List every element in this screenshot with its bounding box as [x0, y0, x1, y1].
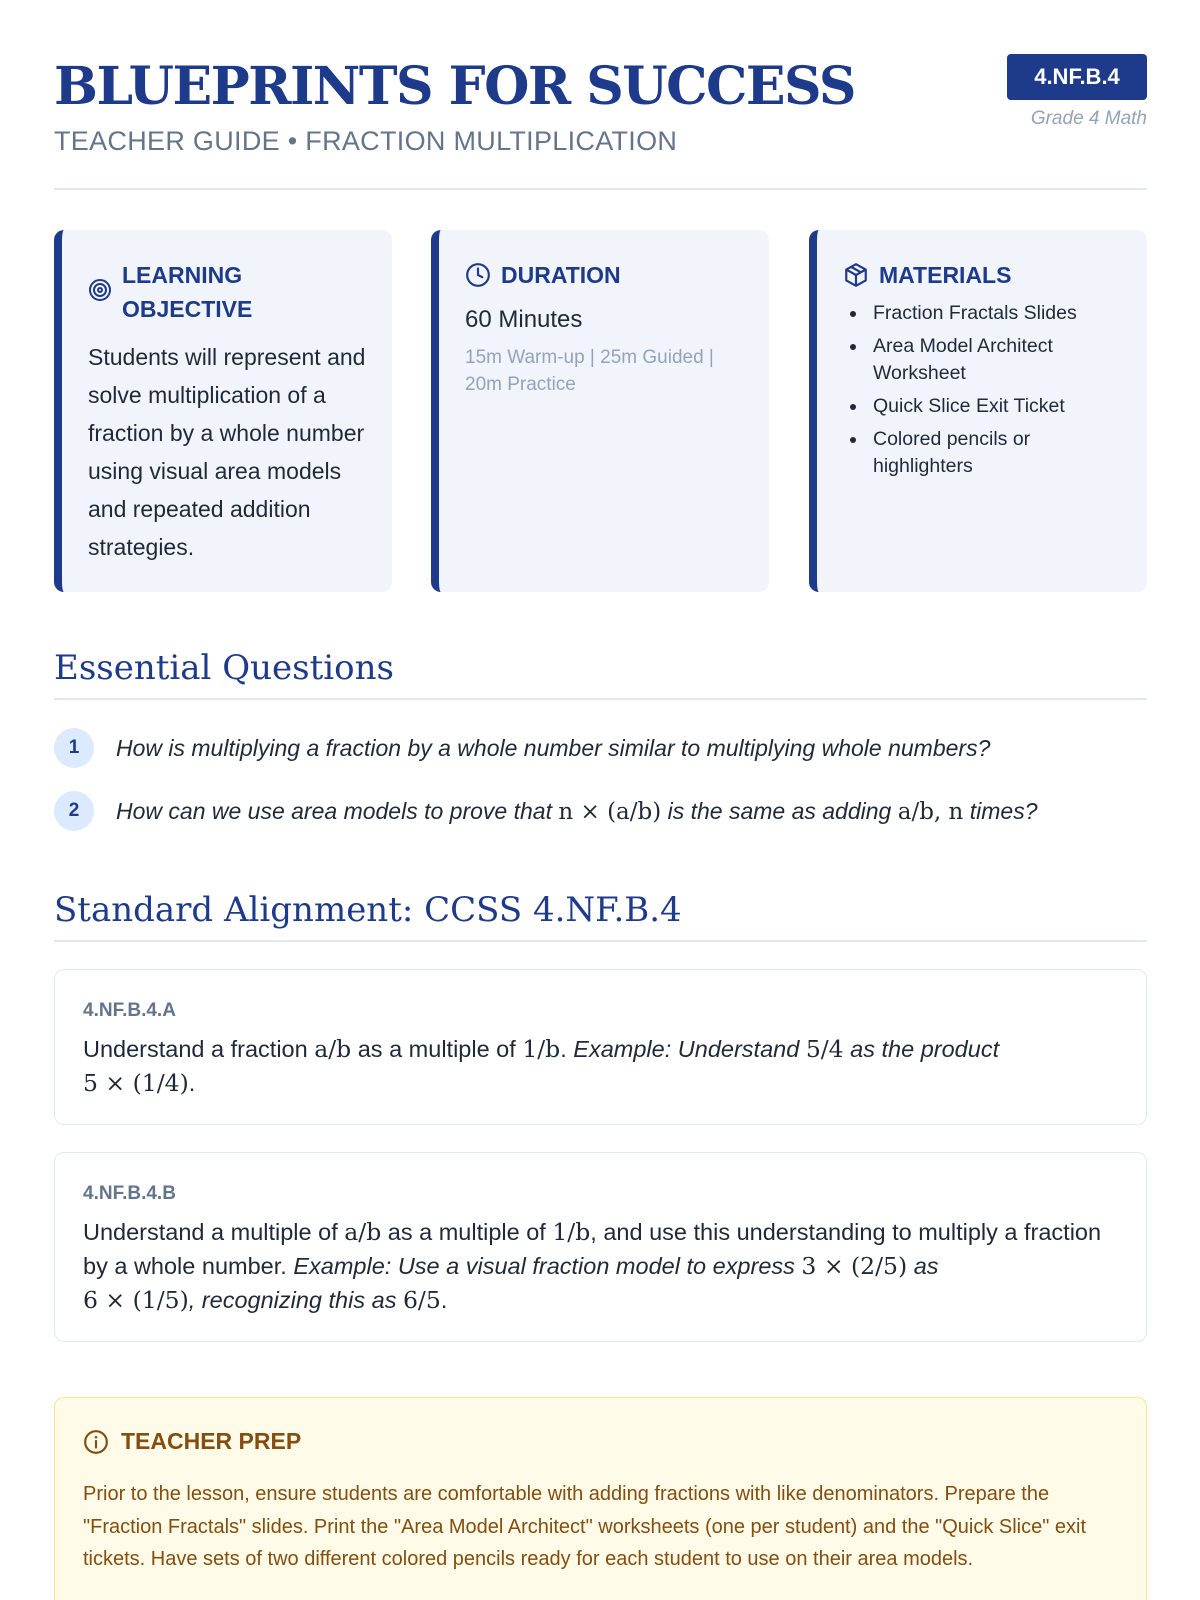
standard-text — [83, 1215, 1103, 1317]
question-text-part: How can we use area models to prove that — [116, 797, 559, 824]
text-part: , and use this understanding to multiply a fraction by a whole number. — [83, 1219, 1102, 1279]
math-expression: 5 × (1/4) — [83, 1069, 189, 1097]
duration-total: 60 Minutes — [465, 306, 583, 333]
math-expression: 5/4 — [805, 1035, 844, 1063]
page-header — [54, 50, 1147, 190]
list-item: Area Model Architect Worksheet — [843, 333, 1133, 387]
math-expression: 1/b — [552, 1218, 591, 1246]
essential-questions-heading: Essential Questions — [54, 648, 1147, 700]
standard-badge: 4.NF.B.4 — [1007, 54, 1147, 100]
standard-alignment-heading: Standard Alignment: CCSS 4.NF.B.4 — [54, 890, 1147, 942]
question-item — [54, 728, 990, 768]
learning-objective-title: LEARNING OBJECTIVE — [122, 262, 253, 322]
box-icon — [843, 262, 869, 288]
materials-header — [843, 258, 1011, 292]
question-number: 1 — [54, 728, 94, 768]
duration-header — [465, 258, 621, 292]
learning-objective-text: Students will represent and solve multiplication of a fraction by a whole number using visual area models and repeated addition strategies. — [88, 344, 366, 560]
duration-breakdown: 15m Warm-up | 25m Guided | 20m Practice — [465, 347, 714, 395]
learning-objective-card — [54, 230, 392, 592]
standard-card — [54, 1152, 1147, 1342]
clock-icon — [465, 262, 491, 288]
text-part: . — [560, 1036, 574, 1062]
target-icon — [88, 278, 112, 302]
page-title: BLUEPRINTS FOR SUCCESS — [54, 56, 855, 117]
list-item: Colored pencils or highlighters — [843, 426, 1133, 480]
materials-list — [843, 300, 1133, 486]
question-text-part: times? — [963, 797, 1038, 824]
text-part: . — [440, 1287, 448, 1313]
example-text: , recognizing this as — [188, 1287, 403, 1313]
materials-title: MATERIALS — [879, 262, 1012, 288]
example-text: Example: Use a visual fraction model to express — [293, 1253, 802, 1279]
standard-code: 4.NF.B.4.A — [83, 1000, 176, 1021]
text-part: Understand a fraction — [83, 1036, 315, 1062]
question-text — [116, 798, 1038, 825]
teacher-prep-header — [83, 1428, 301, 1455]
math-expression: 1/b — [522, 1035, 561, 1063]
info-icon — [83, 1429, 109, 1455]
question-text-part: is the same as adding — [661, 797, 898, 824]
learning-objective-header — [88, 258, 282, 326]
example-text: Example: Understand — [573, 1036, 806, 1062]
question-number: 2 — [54, 791, 94, 831]
materials-card — [809, 230, 1147, 592]
text-part: Understand a multiple of — [83, 1219, 345, 1245]
duration-title: DURATION — [501, 262, 621, 288]
teacher-prep-box — [54, 1397, 1147, 1600]
math-expression: 6 × (1/5) — [83, 1286, 189, 1314]
question-item — [54, 791, 1038, 831]
example-text: as — [907, 1253, 939, 1279]
text-part: as a multiple of — [381, 1219, 553, 1245]
list-item: Fraction Fractals Slides — [843, 300, 1133, 327]
list-item: Quick Slice Exit Ticket — [843, 393, 1133, 420]
math-expression: a/b, n — [897, 798, 964, 825]
math-expression: a/b — [344, 1218, 382, 1246]
teacher-prep-text: Prior to the lesson, ensure students are comfortable with adding fractions with like denominators. Prepare the "Fraction Fractals" slides. Print the "Area Model Architect" worksheets (one per student) and the "Quick Slice" exit tickets. Have sets of two different colored pencils ready for each student to use on their area models. — [83, 1483, 1087, 1570]
standard-text — [83, 1032, 1103, 1100]
math-expression: a/b — [314, 1035, 352, 1063]
standard-code: 4.NF.B.4.B — [83, 1183, 176, 1204]
standard-card — [54, 969, 1147, 1125]
math-expression: 3 × (2/5) — [801, 1252, 908, 1280]
teacher-prep-title: TEACHER PREP — [121, 1428, 302, 1454]
lesson-page — [54, 0, 1147, 1600]
grade-label: Grade 4 Math — [1030, 108, 1147, 129]
question-text: How is multiplying a fraction by a whole number similar to multiplying whole numbers? — [116, 734, 991, 761]
math-expression: 6/5 — [402, 1286, 441, 1314]
math-expression: n × (a/b) — [558, 798, 662, 825]
text-part: . — [188, 1070, 196, 1096]
text-part: as a multiple of — [351, 1036, 523, 1062]
example-text: as the product — [843, 1036, 1000, 1062]
duration-card — [431, 230, 769, 592]
page-subtitle: TEACHER GUIDE • FRACTION MULTIPLICATION — [54, 126, 678, 156]
